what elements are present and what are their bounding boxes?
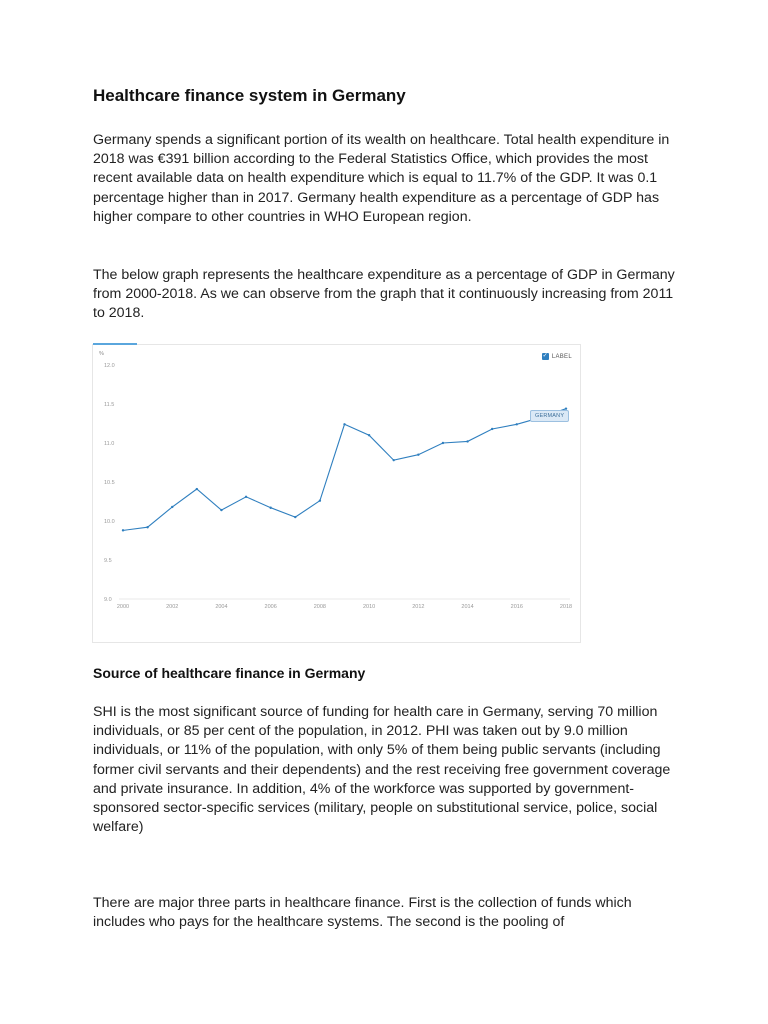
data-point xyxy=(269,507,271,509)
legend-label: LABEL xyxy=(551,353,572,360)
expenditure-chart xyxy=(92,344,581,643)
y-tick-label: 12.0 xyxy=(104,363,115,369)
section-subheading: Source of healthcare finance in Germany xyxy=(93,665,366,681)
line-chart-svg xyxy=(93,345,582,644)
y-tick-label: 9.5 xyxy=(104,558,112,564)
data-point xyxy=(343,423,345,425)
data-point xyxy=(516,423,518,425)
data-point xyxy=(171,506,173,508)
data-point xyxy=(196,488,198,490)
article-title: Healthcare finance system in Germany xyxy=(93,86,406,105)
data-point xyxy=(491,428,493,430)
data-point xyxy=(442,442,444,444)
data-point xyxy=(245,496,247,498)
chart-legend[interactable] xyxy=(542,353,572,360)
finance-parts-paragraph: There are major three parts in healthcare finance. First is the collection of funds which includes who pays for the healthcare systems. The second is the pooling of xyxy=(93,895,632,931)
intro-paragraph: Germany spends a significant portion of its wealth on healthcare. Total health expenditure in 2018 was €391 billion according to the Federal Statistics Office, which provides the most recent available data on health expenditure which is equal to 11.7% of the GDP. It was 0.1 percentage higher than in 2017. Germany health expenditure as a percentage of GDP has higher compare to other countries in WHO European region. xyxy=(93,132,670,225)
data-point xyxy=(220,509,222,511)
data-point xyxy=(146,526,148,528)
series-tag-germany: GERMANY xyxy=(530,410,569,422)
data-point xyxy=(417,454,419,456)
data-point xyxy=(466,440,468,442)
x-tick-label: 2014 xyxy=(461,604,474,610)
y-axis-unit-label: % xyxy=(99,351,104,357)
x-tick-label: 2004 xyxy=(215,604,228,610)
series-line-germany xyxy=(123,409,566,531)
x-tick-label: 2010 xyxy=(362,604,376,610)
y-tick-label: 9.0 xyxy=(104,597,112,603)
x-tick-label: 2012 xyxy=(412,604,425,610)
y-tick-label: 11.5 xyxy=(104,402,115,408)
x-tick-label: 2018 xyxy=(559,604,573,610)
x-tick-label: 2002 xyxy=(166,604,179,610)
funding-sources-paragraph: SHI is the most significant source of funding for health care in Germany, serving 70 million individuals, or 85 per cent of the population, in 2012. PHI was taken out by 9.0 million individuals, or 11% of the population, with only 5% of them being public servants (including former civil servants and their dependents) and the rest receiving free government coverage and private insurance. In addition, 4% of the workforce was supported by government-sponsored sector-specific services (military, people on substitutional service, police, social welfare) xyxy=(93,704,671,836)
checkbox-icon[interactable]: ✓ xyxy=(542,353,548,359)
x-tick-label: 2016 xyxy=(510,604,523,610)
y-tick-label: 11.0 xyxy=(104,441,115,447)
y-tick-label: 10.0 xyxy=(104,519,115,525)
data-point xyxy=(368,434,370,436)
data-point xyxy=(319,500,321,502)
y-tick-label: 10.5 xyxy=(104,480,115,486)
data-point xyxy=(294,516,296,518)
x-tick-label: 2006 xyxy=(264,604,277,610)
x-tick-label: 2000 xyxy=(116,604,130,610)
data-point xyxy=(393,459,395,461)
x-tick-label: 2008 xyxy=(313,604,327,610)
graph-description-paragraph: The below graph represents the healthcare expenditure as a percentage of GDP in Germany from 2000-2018. As we can observe from the graph that it continuously increasing from 2011 to 2018. xyxy=(93,267,675,322)
data-point xyxy=(122,529,124,531)
